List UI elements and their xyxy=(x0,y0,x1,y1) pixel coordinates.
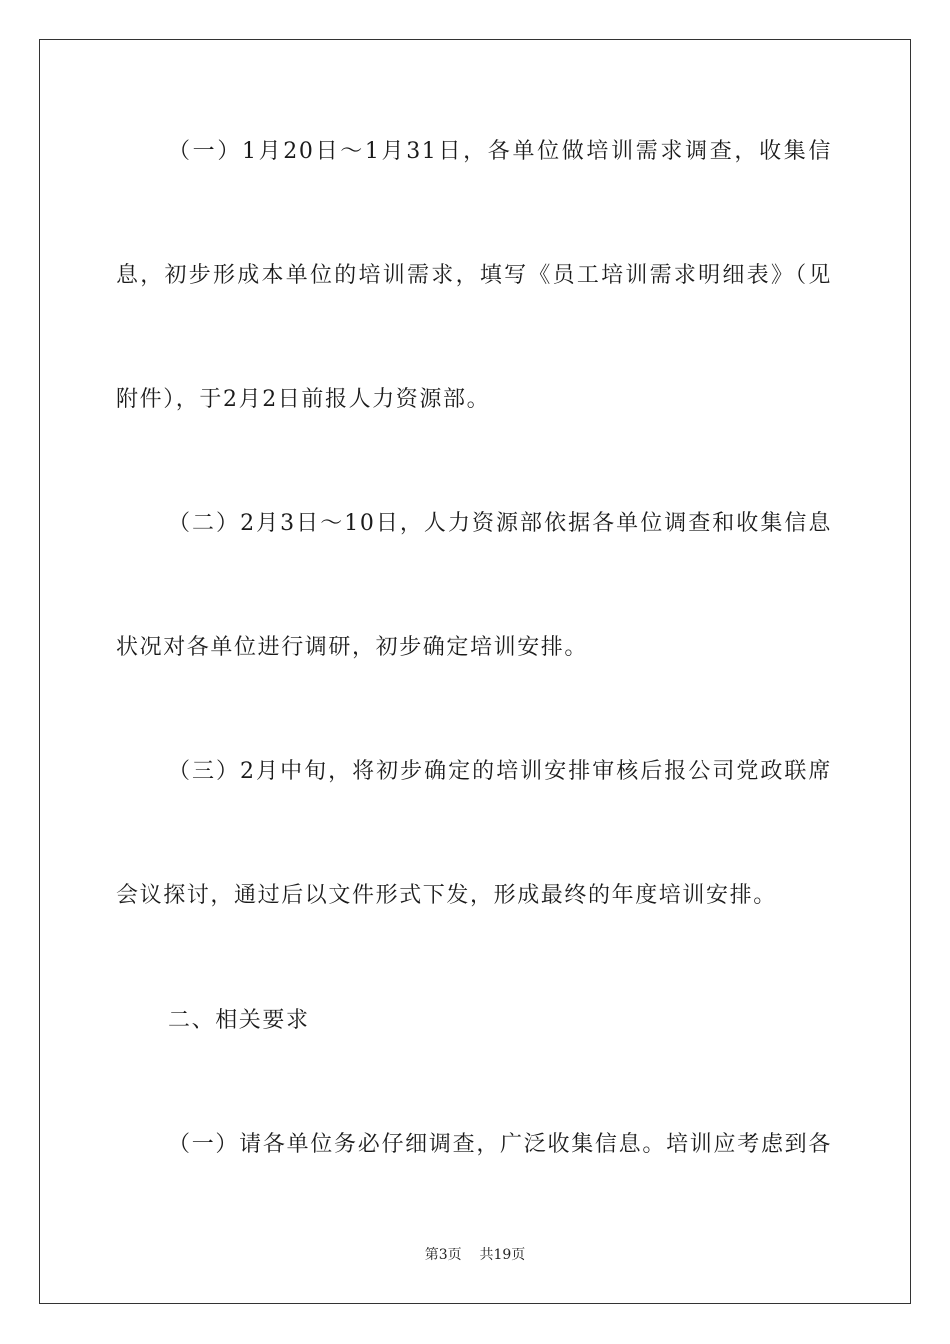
paragraph-line: （一）1月20日～1月31日，各单位做培训需求调查，收集信 xyxy=(168,139,832,164)
paragraph-line: （二）2月3日～10日，人力资源部依据各单位调查和收集信息 xyxy=(168,511,832,536)
paragraph-line: （一）请各单位务必仔细调查，广泛收集信息。培训应考虑到各 xyxy=(168,1132,832,1157)
page-border xyxy=(39,39,911,1304)
section-heading: 二、相关要求 xyxy=(168,1008,310,1033)
paragraph-line: 会议探讨，通过后以文件形式下发，形成最终的年度培训安排。 xyxy=(116,883,777,908)
paragraph-line: 状况对各单位进行调研，初步确定培训安排。 xyxy=(116,635,589,660)
paragraph-line: （三）2月中旬，将初步确定的培训安排审核后报公司党政联席 xyxy=(168,759,832,784)
paragraph-line: 附件），于2月2日前报人力资源部。 xyxy=(116,387,491,412)
paragraph-line: 息，初步形成本单位的培训需求，填写《员工培训需求明细表》（见 xyxy=(116,263,832,288)
page-number-footer: 第3页 共19页 xyxy=(424,1247,526,1263)
